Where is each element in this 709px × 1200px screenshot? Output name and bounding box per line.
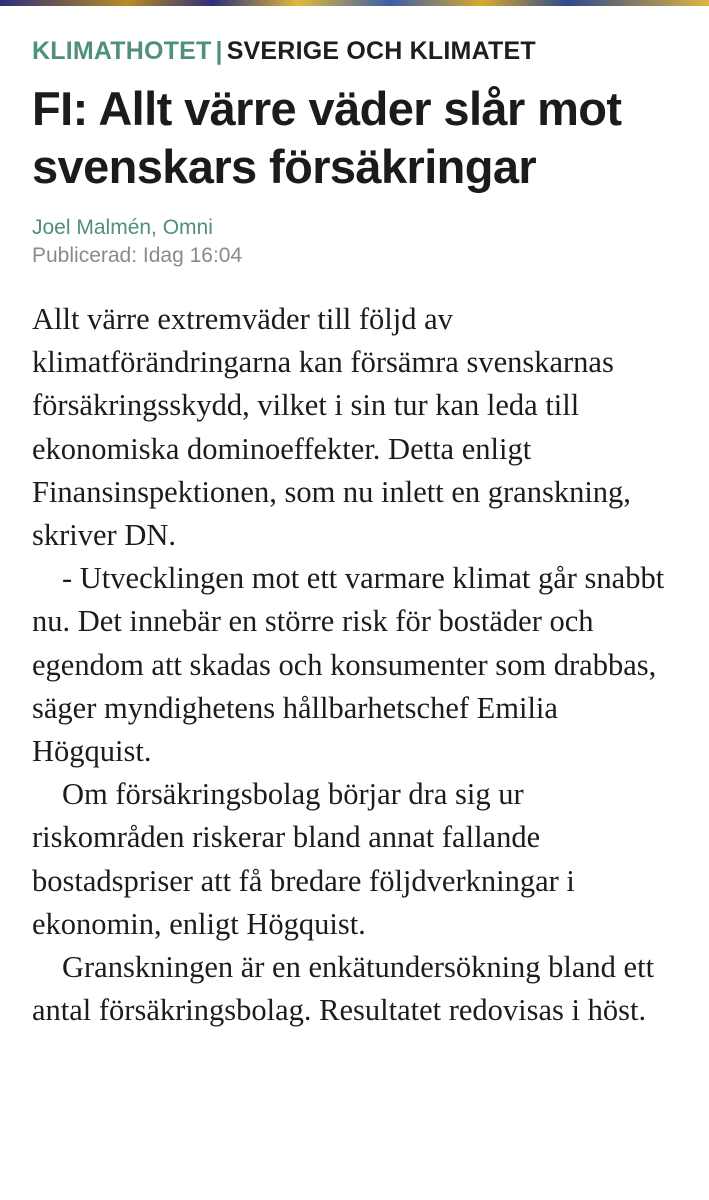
body-paragraph: Granskningen är en enkätundersökning bland ett antal försäkringsbolag. Resultatet redovisas i höst. — [32, 950, 655, 1028]
body-paragraph: - Utvecklingen mot ett varmare klimat går snabbt nu. Det innebär en större risk för bostäder och egendom att skadas och konsumenter som drabbas, säger myndighetens hållbarhetschef Emilia Högquist. — [32, 561, 665, 769]
kicker-topic-link[interactable]: KLIMATHOTET — [32, 37, 212, 65]
article-headline: FI: Allt värre väder slår mot svenskars försäkringar — [32, 82, 622, 193]
article-body — [32, 298, 672, 1032]
kicker-separator: | — [215, 37, 223, 65]
kicker — [32, 34, 682, 68]
body-paragraph: Om försäkringsbolag börjar dra sig ur riskområden riskerar bland annat fallande bostadspriser att få bredare följdverkningar i ekonomin, enligt Högquist. — [32, 777, 575, 941]
body-paragraph: Allt värre extremväder till följd av klimatförändringarna kan försämra svenskarnas försäkringsskydd, vilket i sin tur kan leda till ekonomiska dominoeffekter. Detta enligt Finansinspektionen, som nu inlett en granskning, skriver DN. — [32, 302, 631, 553]
article — [32, 34, 682, 1032]
kicker-section-link[interactable]: SVERIGE OCH KLIMATET — [226, 37, 536, 65]
published-timestamp: Publicerad: Idag 16:04 — [32, 244, 243, 267]
author-byline[interactable]: Joel Malmén, Omni — [32, 216, 213, 239]
top-image-strip — [0, 0, 709, 6]
